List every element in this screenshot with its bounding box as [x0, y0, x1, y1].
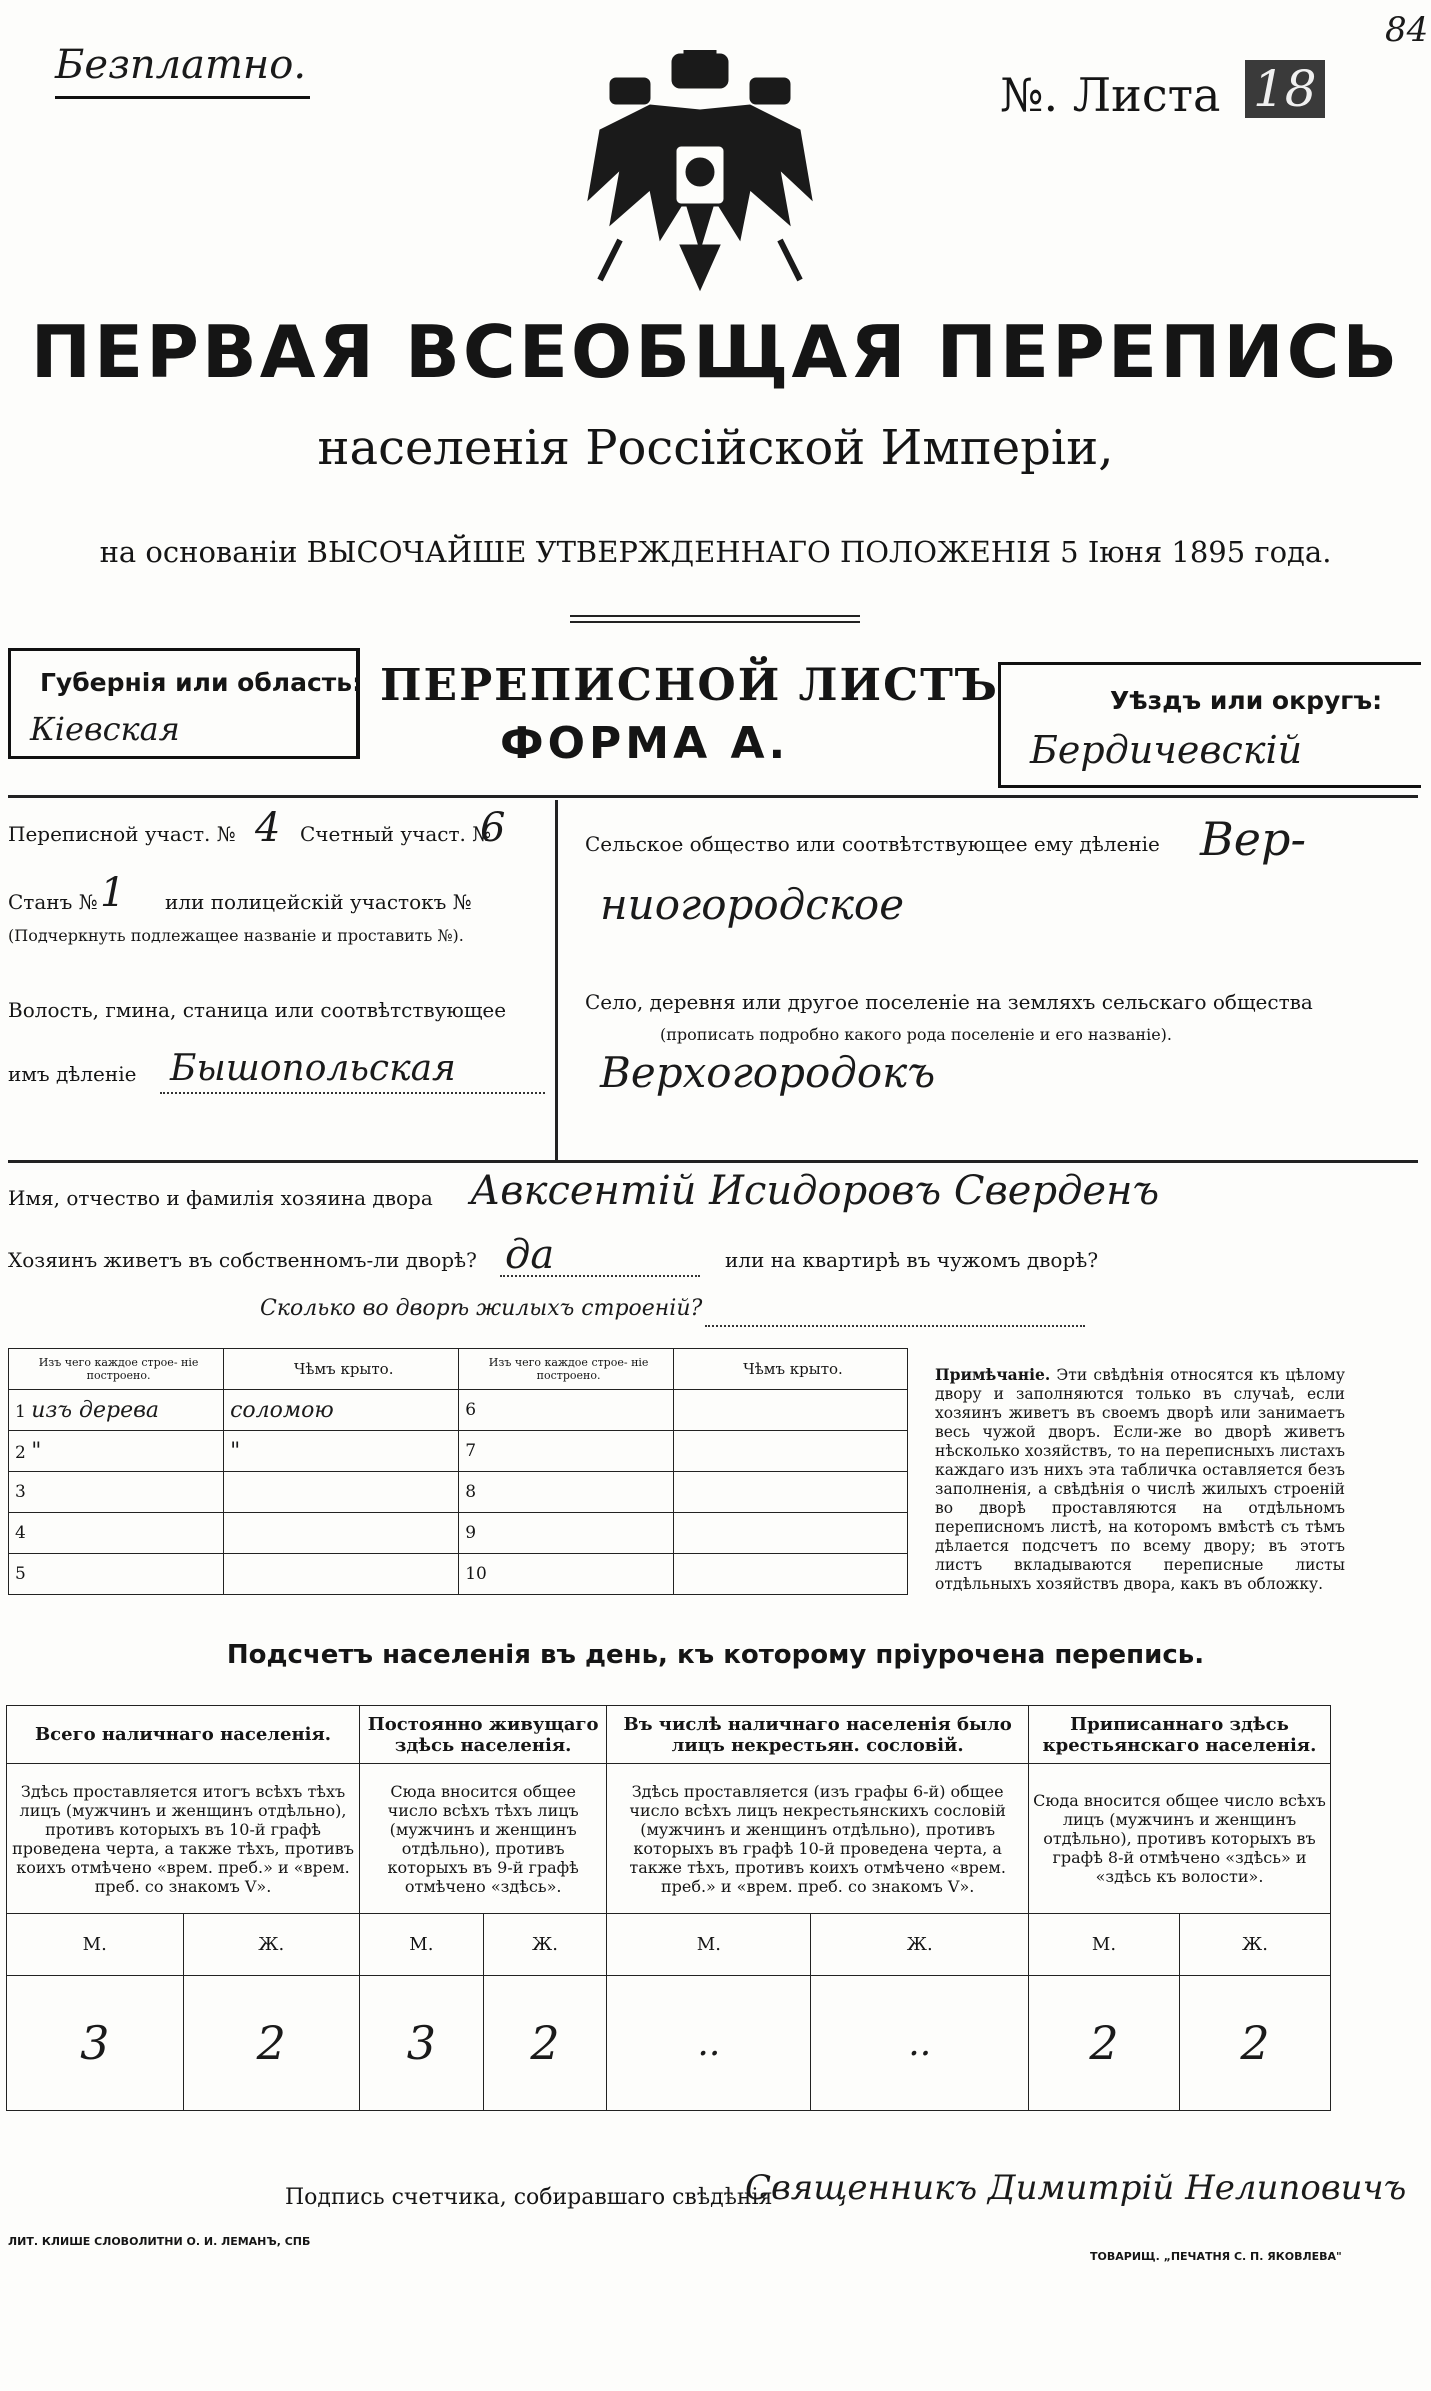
- page-subtitle: населенiя Россiйской Имперiи,: [317, 420, 1114, 476]
- col-material-header-2: Изъ чего каждое строе- нiе построено.: [459, 1349, 674, 1390]
- owner-name-value: Авксентiй Исидоровъ Сверденъ: [470, 1168, 1160, 1214]
- volost-label: Волость, гмина, станица или соотвѣтствующее: [8, 998, 507, 1022]
- page-title: ПЕРВАЯ ВСЕОБЩАЯ ПЕРЕПИСЬ: [30, 310, 1401, 394]
- division-label: имъ дѣленiе: [8, 1062, 137, 1086]
- male-label: М.: [7, 1914, 184, 1976]
- material-value: изъ дерева: [31, 1397, 160, 1423]
- police-section-label: или полицейскiй участокъ №: [165, 890, 472, 914]
- col-desc-peasant: Сюда вносится общее число всѣхъ лицъ (мужчинъ и женщинъ отдѣльно), противъ которыхъ въ графѣ 8-й отмѣчено «здѣсь» и «здѣсь къ волости».: [1029, 1764, 1331, 1914]
- printer-right: ТОВАРИЩ. „ПЕЧАТНЯ С. П. ЯКОВЛЕВА": [1090, 2250, 1342, 2263]
- section-divider: [8, 795, 1418, 798]
- note-text: Эти свѣдѣнiя относятся къ цѣлому двору и заполняются только въ случаѣ, если хозяинъ живетъ въ своемъ дворѣ или занимаетъ весь чужой дворъ. Если-же во дворѣ живетъ нѣсколько хозяйствъ, то на переписныхъ листахъ каждаго изъ нихъ эта табличка оставляется безъ заполненiя, а свѣдѣнiя о числѣ жилыхъ строенiй во дворѣ проставляются на отдѣльномъ переписномъ листѣ, на которомъ вмѣстѣ съ тѣмъ дѣлается подсчетъ по всему двору; въ этотъ листъ вкладываются переписные листы отдѣльныхъ хозяйствъ двора, какъ въ обложку.: [935, 1366, 1345, 1593]
- total-male-value: 3: [7, 1976, 184, 2111]
- peasant-male-value: 2: [1029, 1976, 1180, 2111]
- column-divider: [555, 800, 558, 1160]
- village-note: (прописать подробно какого рода поселенiе и его названiе).: [660, 1025, 1172, 1044]
- col-roof-header-2: Чѣмъ крыто.: [673, 1349, 907, 1390]
- note-block: [935, 1365, 1345, 1594]
- buildings-table: [8, 1348, 908, 1595]
- society-value-1: Вер-: [1200, 812, 1307, 866]
- form-title: ПЕРЕПИСНОЙ ЛИСТЪ: [380, 660, 999, 711]
- owner-name-label: Имя, отчество и фамилiя хозяина двора: [8, 1186, 433, 1210]
- census-section-value: 4: [255, 805, 281, 851]
- row-number: 5: [9, 1554, 224, 1595]
- population-table: [6, 1705, 1331, 2111]
- own-yard-value: да: [505, 1232, 555, 1278]
- underline-note: (Подчеркнуть подлежащее названiе и проставить №).: [8, 926, 464, 945]
- col-desc-total: Здѣсь проставляется итогъ всѣхъ тѣхъ лицъ (мужчинъ и женщинъ отдѣльно), противъ которыхъ въ 10-й графѣ проведена черта, а также тѣхъ, противъ коихъ отмѣчено «врем. преб.» и «врем. преб. со знакомъ V».: [7, 1764, 360, 1914]
- imperial-eagle-emblem: [580, 50, 820, 295]
- legal-basis: на основанiи ВЫСОЧАЙШЕ УТВЕРЖДЕННАГО ПОЛОЖЕНIЯ 5 Iюня 1895 года.: [99, 535, 1332, 569]
- col-header-permanent: Постоянно живущаго здѣсь населенiя.: [360, 1706, 607, 1764]
- female-label: Ж.: [1179, 1914, 1330, 1976]
- row-number: 4: [9, 1513, 224, 1554]
- male-label: М.: [607, 1914, 811, 1976]
- own-yard-label: Хозяинъ живетъ въ собственномъ-ли дворѣ?: [8, 1248, 477, 1272]
- village-value: Верхогородокъ: [600, 1048, 936, 1097]
- population-title: Подсчетъ населенiя въ день, къ которому прiурочена перепись.: [226, 1640, 1205, 1670]
- row-number: 10: [459, 1554, 674, 1595]
- material-value: ": [31, 1438, 42, 1464]
- buildings-count-label: Сколько во дворѣ жилыхъ строенiй?: [260, 1296, 703, 1321]
- count-section-value: 6: [480, 805, 506, 851]
- division-value: Бышопольская: [170, 1048, 456, 1089]
- rent-label: или на квартирѣ въ чужомъ дворѣ?: [725, 1248, 1099, 1272]
- male-label: М.: [360, 1914, 484, 1976]
- male-label: М.: [1029, 1914, 1180, 1976]
- table-row: [9, 1472, 908, 1513]
- total-female-value: 2: [183, 1976, 360, 2111]
- society-value-2: ниогородское: [600, 880, 905, 929]
- corner-number: 84: [1385, 10, 1429, 50]
- own-yard-underline: [500, 1275, 700, 1277]
- owner-divider: [8, 1160, 1418, 1163]
- census-section-label: Переписной участ. №: [8, 822, 236, 846]
- female-label: Ж.: [183, 1914, 360, 1976]
- printer-left: ЛИТ. КЛИШЕ СЛОВОЛИТНИ О. И. ЛЕМАНЪ, СПБ: [8, 2235, 311, 2248]
- permanent-female-value: 2: [483, 1976, 607, 2111]
- society-label: Сельское общество или соотвѣтствующее ему дѣленiе: [585, 832, 1160, 856]
- table-row: [9, 1431, 908, 1472]
- female-label: Ж.: [811, 1914, 1029, 1976]
- female-label: Ж.: [483, 1914, 607, 1976]
- ornament-divider: [570, 615, 860, 623]
- division-underline: [160, 1092, 545, 1094]
- province-value: Кiевская: [30, 710, 180, 748]
- free-label: Безплатно.: [55, 42, 307, 88]
- permanent-male-value: 3: [360, 1976, 484, 2111]
- row-number: 7: [459, 1431, 674, 1472]
- stan-value: 1: [100, 870, 126, 916]
- note-title: Примѣчанiе.: [935, 1365, 1051, 1384]
- table-row: [9, 1513, 908, 1554]
- noncrest-male-value: ..: [607, 1976, 811, 2111]
- col-header-total: Всего наличнаго населенiя.: [7, 1706, 360, 1764]
- roof-value: соломою: [224, 1390, 459, 1431]
- table-row: [9, 1390, 908, 1431]
- form-subtitle: ФОРМА А.: [500, 718, 790, 769]
- free-label-underline: [55, 96, 310, 99]
- signature-value: Священникъ Димитрiй Нелиповичъ: [745, 2168, 1407, 2208]
- col-roof-header: Чѣмъ крыто.: [224, 1349, 459, 1390]
- province-label: Губернiя или область:: [40, 668, 363, 697]
- row-number: 9: [459, 1513, 674, 1554]
- signature-label: Подпись счетчика, собиравшаго свѣдѣнiя: [285, 2185, 773, 2210]
- col-desc-noncrest: Здѣсь проставляется (изъ графы 6-й) общее число всѣхъ лицъ некрестьянскихъ сословiй (мужчинъ и женщинъ отдѣльно), противъ которыхъ въ графѣ 10-й проведена черта, а также тѣхъ, противъ коихъ отмѣчено «врем. преб.» и «врем. преб. со знакомъ V».: [607, 1764, 1029, 1914]
- row-number: 2: [15, 1442, 26, 1463]
- row-number: 1: [15, 1401, 26, 1422]
- col-header-peasant: Приписаннаго здѣсь крестьянскаго населенiя.: [1029, 1706, 1331, 1764]
- buildings-count-underline: [705, 1325, 1085, 1327]
- row-number: 8: [459, 1472, 674, 1513]
- col-material-header: Изъ чего каждое строе- нiе построено.: [9, 1349, 224, 1390]
- village-label: Село, деревня или другое поселенiе на земляхъ сельскаго общества: [585, 990, 1313, 1014]
- col-header-noncrest: Въ числѣ наличнаго населенiя было лицъ некрестьян. сословiй.: [607, 1706, 1029, 1764]
- row-number: 3: [9, 1472, 224, 1513]
- district-value: Бердичевскiй: [1030, 728, 1303, 772]
- noncrest-female-value: ..: [811, 1976, 1029, 2111]
- stan-label: Станъ №: [8, 890, 98, 914]
- sheet-number-label: №. Листа: [1000, 68, 1221, 122]
- table-row: [9, 1554, 908, 1595]
- count-section-label: Счетный участ. №: [300, 822, 492, 846]
- row-number: 6: [459, 1390, 674, 1431]
- col-desc-permanent: Сюда вносится общее число всѣхъ тѣхъ лицъ (мужчинъ и женщинъ отдѣльно), противъ которыхъ въ 9-й графѣ отмѣчено «здѣсь».: [360, 1764, 607, 1914]
- district-label: Уѣздъ или округъ:: [1110, 686, 1383, 715]
- roof-value: ": [224, 1431, 459, 1472]
- peasant-female-value: 2: [1179, 1976, 1330, 2111]
- sheet-number-value: 18: [1245, 60, 1325, 118]
